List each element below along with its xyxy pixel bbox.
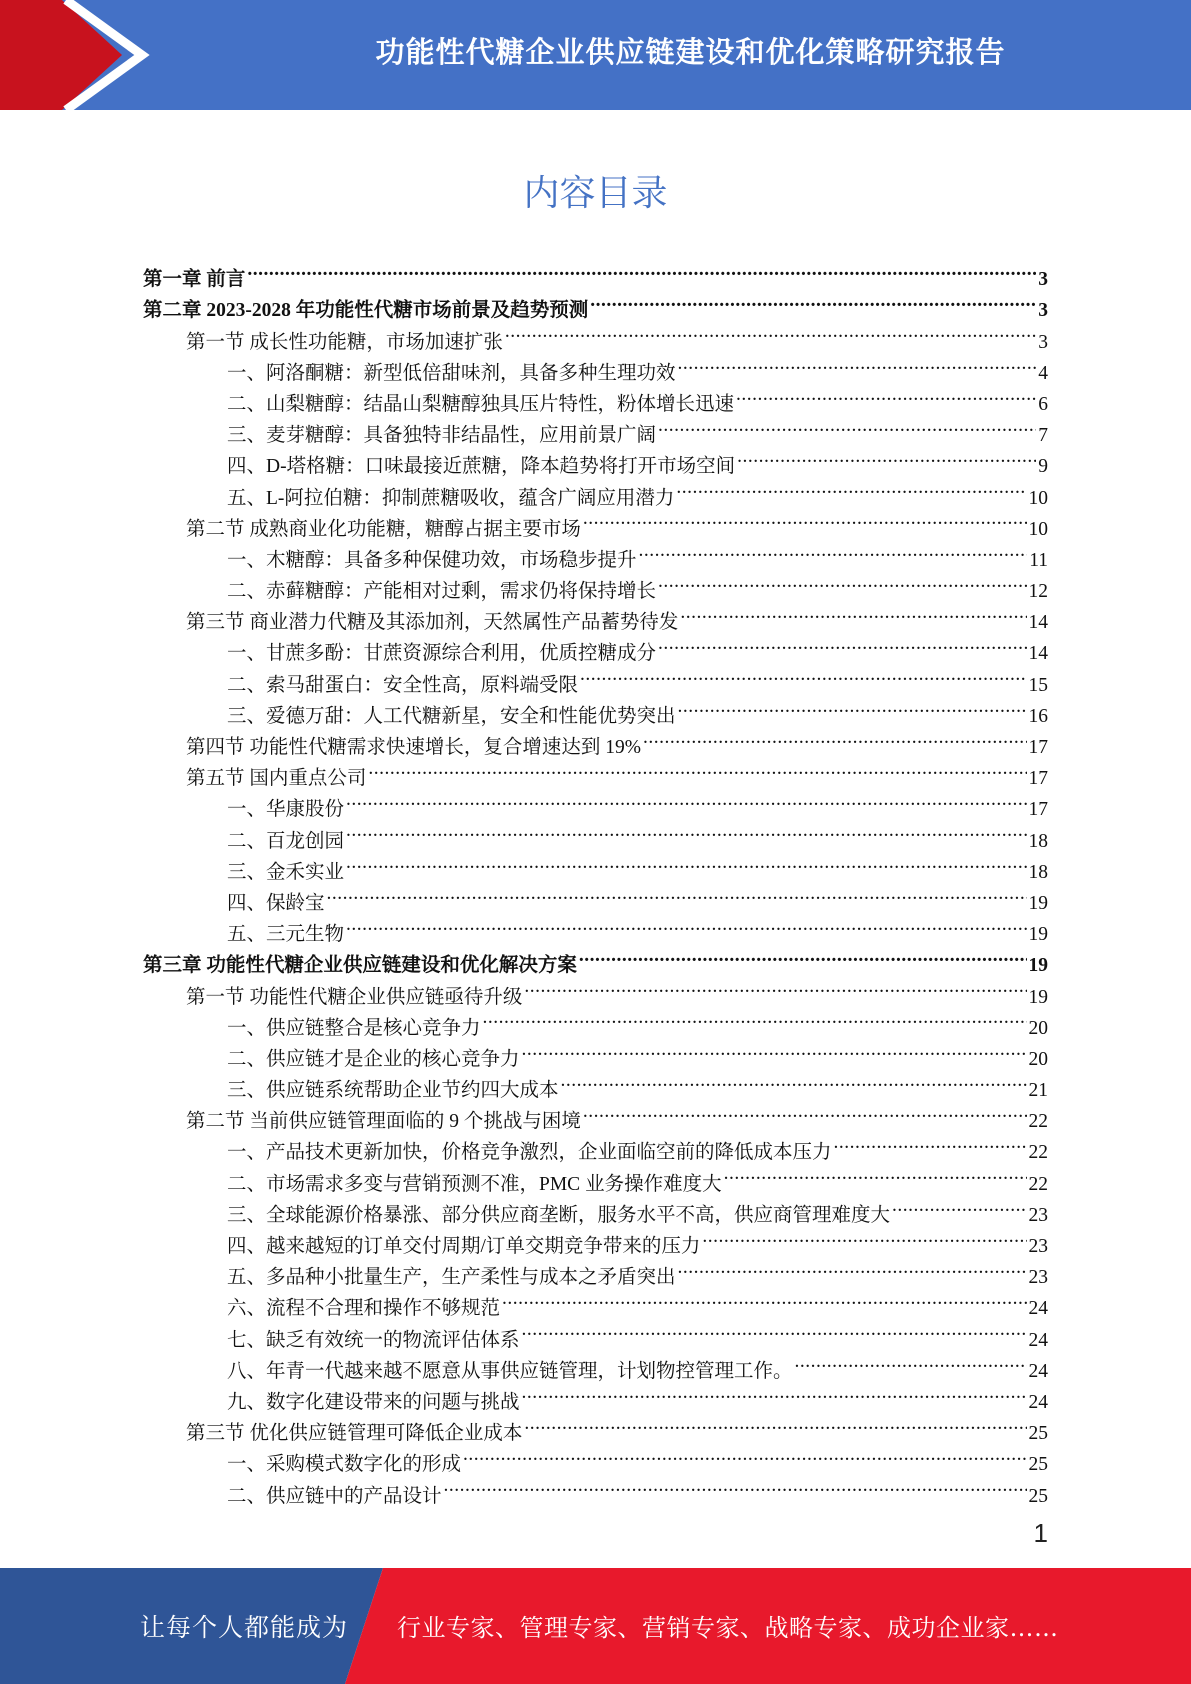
toc-entry-text: 三、金禾实业: [227, 861, 345, 883]
toc-entry-text: 第一章 前言: [143, 269, 246, 291]
toc-entry-text: 二、供应链才是企业的核心竞争力: [227, 1048, 520, 1070]
toc-page-number: 25: [1028, 1423, 1048, 1445]
toc-page-number: 19: [1028, 986, 1048, 1008]
footer-slogan-right: 行业专家、管理专家、营销专家、战略专家、成功企业家……: [397, 1614, 1059, 1642]
toc-dot-leader: [736, 379, 1036, 410]
toc-dot-leader: [346, 909, 1026, 940]
toc-entry-text: 五、多品种小批量生产，生产柔性与成本之矛盾突出: [227, 1267, 676, 1289]
toc-entry-text: 第三节 优化供应链管理可降低企业成本: [186, 1423, 523, 1445]
toc-chapter-entry[interactable]: [143, 285, 1048, 322]
toc-dot-leader: [680, 597, 1026, 628]
toc-entry-text: 二、山梨糖醇：结晶山梨糖醇独具压片特性，粉体增长迅速: [227, 393, 735, 415]
toc-page-number: 21: [1028, 1080, 1048, 1102]
toc-page-number: 22: [1028, 1111, 1048, 1133]
toc-entry-text: 九、数字化建设带来的问题与挑战: [227, 1391, 520, 1413]
toc-page-number: 18: [1028, 830, 1048, 852]
toc-page-number: 10: [1028, 518, 1048, 540]
toc-chapter-entry[interactable]: [143, 254, 1048, 291]
toc-page-number: 23: [1028, 1204, 1048, 1226]
toc-dot-leader: [658, 628, 1026, 659]
toc-page-number: 24: [1028, 1391, 1048, 1413]
toc-dot-leader: [505, 316, 1036, 347]
toc-entry-text: 一、阿洛酮糖：新型低倍甜味剂，具备多种生理功效: [227, 362, 676, 384]
toc-entry-text: 二、索马甜蛋白：安全性高，原料端受限: [227, 674, 579, 696]
toc-page-number: 20: [1028, 1017, 1048, 1039]
toc-page-number: 16: [1028, 705, 1048, 727]
toc-dot-leader: [524, 1408, 1026, 1439]
toc-entry-text: 八、年青一代越来越不愿意从事供应链管理，计划物控管理工作。: [227, 1360, 793, 1382]
toc-page-number: 6: [1038, 393, 1048, 415]
toc-entry-text: 第五节 国内重点公司: [186, 768, 367, 790]
toc-dot-leader: [678, 691, 1027, 722]
toc-entry-text: 三、供应链系统帮助企业节约四大成本: [227, 1080, 559, 1102]
toc-dot-leader: [834, 1127, 1027, 1158]
toc-entry-text: 五、三元生物: [227, 924, 345, 946]
toc-entry-text: 二、赤藓糖醇：产能相对过剩，需求仍将保持增长: [227, 581, 657, 603]
toc-entry-text: 三、全球能源价格暴涨、部分供应商垄断，服务水平不高，供应商管理难度大: [227, 1204, 891, 1226]
toc-dot-leader: [522, 1314, 1027, 1345]
toc-entry-text: 二、百龙创园: [227, 830, 345, 852]
toc-page-number: 3: [1038, 300, 1048, 322]
toc-dot-leader: [247, 254, 1036, 285]
toc-dot-leader: [678, 348, 1037, 379]
header-banner: [0, 0, 1191, 110]
toc-dot-leader: [368, 753, 1026, 784]
toc-dot-leader: [724, 1158, 1027, 1189]
toc-entry-text: 二、供应链中的产品设计: [227, 1485, 442, 1507]
toc-entry-text: 一、产品技术更新加快，价格竞争激烈，企业面临空前的降低成本压力: [227, 1142, 832, 1164]
toc-entry-text: 二、市场需求多变与营销预测不准，PMC 业务操作难度大: [227, 1173, 722, 1195]
toc-dot-leader: [590, 285, 1036, 316]
toc-page-number: 23: [1028, 1236, 1048, 1257]
toc-dot-leader: [579, 940, 1027, 971]
toc-entry-text: 一、供应链整合是核心竞争力: [227, 1017, 481, 1039]
report-title: 功能性代糖企业供应链建设和优化策略研究报告: [375, 35, 1006, 69]
toc-page-number: 24: [1028, 1360, 1048, 1382]
toc-dot-leader: [658, 566, 1026, 597]
toc-page-number: 7: [1038, 425, 1048, 447]
toc-page-number: 14: [1028, 612, 1048, 634]
toc-entry-text: 第一节 成长性功能糖，市场加速扩张: [186, 331, 503, 353]
toc-page-number: 3: [1038, 269, 1048, 291]
toc-dot-leader: [346, 847, 1026, 878]
toc-page-number: 17: [1028, 737, 1048, 758]
toc-dot-leader: [678, 1252, 1027, 1283]
toc-dot-leader: [583, 504, 1027, 535]
toc-entry-text: 第二节 成熟商业化功能糖，糖醇占据主要市场: [186, 518, 581, 540]
toc-dot-leader: [702, 1221, 1026, 1252]
toc-dot-leader: [580, 659, 1026, 690]
toc-page-number: 19: [1028, 955, 1048, 977]
toc-page-number: 25: [1028, 1485, 1048, 1507]
toc-page-number: 18: [1028, 861, 1048, 883]
toc-page-number: 23: [1028, 1267, 1048, 1289]
toc-dot-leader: [444, 1470, 1027, 1501]
page-number: 1: [1033, 1518, 1048, 1548]
toc-dot-leader: [522, 1034, 1027, 1065]
toc-page-number: 11: [1029, 549, 1048, 571]
toc-entry-text: 四、保龄宝: [227, 892, 325, 914]
toc-page-number: 12: [1028, 581, 1048, 603]
toc-dot-leader: [658, 410, 1036, 441]
toc-entry-text: 一、木糖醇：具备多种保健功效，市场稳步提升: [227, 549, 637, 571]
toc-page-number: 15: [1028, 674, 1048, 696]
toc-entry-text: 一、甘蔗多酚：甘蔗资源综合利用，优质控糖成分: [227, 643, 657, 665]
toc-page-number: 17: [1028, 768, 1048, 790]
toc-page-number: 14: [1028, 643, 1048, 665]
toc-page-number: 10: [1028, 487, 1048, 509]
toc-entry-text: 三、麦芽糖醇：具备独特非结晶性，应用前景广阔: [227, 425, 657, 447]
table-of-contents: [143, 254, 1048, 1507]
toc-entry-text: 六、流程不合理和操作不够规范: [227, 1298, 501, 1320]
toc-dot-leader: [524, 971, 1026, 1002]
toc-dot-leader: [522, 1377, 1027, 1408]
toc-entry-text: 第三节 商业潜力代糖及其添加剂，天然属性产品蓄势待发: [186, 612, 679, 634]
toc-dot-leader: [795, 1346, 1027, 1377]
toc-dot-leader: [643, 722, 1027, 753]
toc-dot-leader: [892, 1190, 1026, 1221]
toc-entry-text: 五、L-阿拉伯糖：抑制蔗糖吸收，蕴含广阔应用潜力: [227, 487, 675, 509]
toc-page-number: 3: [1038, 331, 1048, 353]
toc-entry-text: 七、缺乏有效统一的物流评估体系: [227, 1329, 520, 1351]
toc-dot-leader: [463, 1439, 1026, 1470]
toc-dot-leader: [327, 878, 1027, 909]
toc-entry-text: 第三章 功能性代糖企业供应链建设和优化解决方案: [143, 955, 577, 977]
footer-banner: [0, 1568, 1191, 1684]
toc-entry-text: 第一节 功能性代糖企业供应链亟待升级: [186, 986, 523, 1008]
toc-dot-leader: [502, 1283, 1026, 1314]
toc-entry-text: 四、D-塔格糖：口味最接近蔗糖，降本趋势将打开市场空间: [227, 456, 736, 478]
toc-entry-text: 第二节 当前供应链管理面临的 9 个挑战与困境: [186, 1111, 581, 1133]
toc-entry-text: 第二章 2023-2028 年功能性代糖市场前景及趋势预测: [143, 300, 589, 322]
toc-page-number: 19: [1028, 892, 1048, 914]
toc-dot-leader: [676, 472, 1026, 503]
toc-dot-leader: [561, 1065, 1027, 1096]
toc-dot-leader: [346, 815, 1026, 846]
toc-dot-leader: [583, 1096, 1027, 1127]
toc-page-number: 20: [1028, 1048, 1048, 1070]
footer-slogan-left: 让每个人都能成为: [140, 1613, 349, 1642]
toc-page-number: 25: [1028, 1454, 1048, 1476]
toc-dot-leader: [737, 441, 1036, 472]
toc-entry-text: 第四节 功能性代糖需求快速增长，复合增速达到 19%: [186, 737, 641, 758]
toc-entry-text: 一、华康股份: [227, 799, 345, 821]
toc-entry-text: 三、爱德万甜：人工代糖新星，安全和性能优势突出: [227, 705, 676, 727]
toc-page-number: 19: [1028, 924, 1048, 946]
toc-page-number: 22: [1028, 1142, 1048, 1164]
toc-title: 内容目录: [523, 173, 668, 214]
toc-page-number: 9: [1038, 456, 1048, 478]
toc-page-number: 4: [1038, 362, 1048, 384]
toc-page-number: 22: [1028, 1173, 1048, 1195]
toc-dot-leader: [346, 784, 1026, 815]
toc-entry-text: 四、越来越短的订单交付周期/订单交期竞争带来的压力: [227, 1236, 701, 1257]
toc-dot-leader: [639, 535, 1028, 566]
toc-page-number: 24: [1028, 1329, 1048, 1351]
toc-entry-text: 一、采购模式数字化的形成: [227, 1454, 462, 1476]
toc-dot-leader: [483, 1003, 1027, 1034]
toc-page-number: 17: [1028, 799, 1048, 821]
toc-page-number: 24: [1028, 1298, 1048, 1320]
